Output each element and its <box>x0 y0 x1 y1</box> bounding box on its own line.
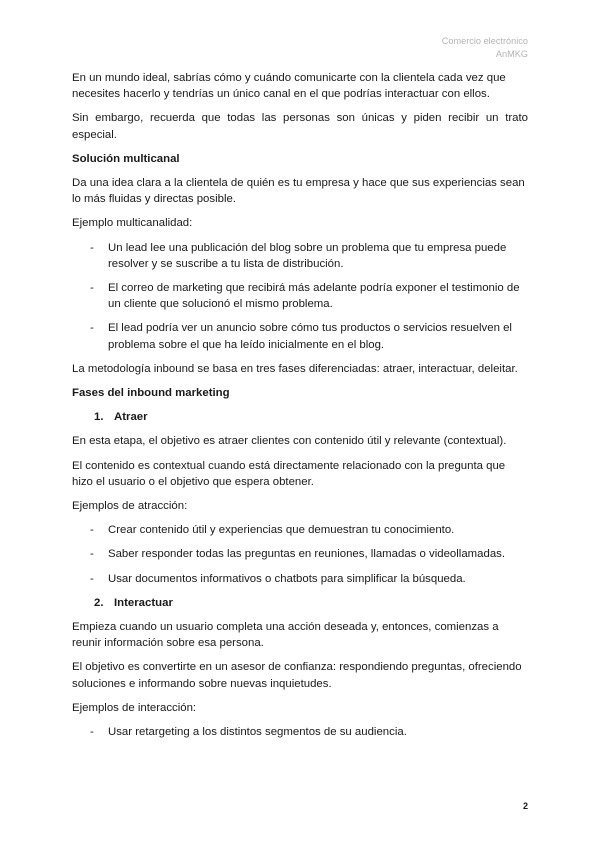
running-header <box>442 35 528 60</box>
list-atraccion-examples <box>72 522 528 587</box>
phase-heading-atraer <box>72 409 528 425</box>
paragraph-inbound-phases: La metodología inbound se basa en tres fases diferenciadas: atraer, interactuar, deleitar. <box>72 362 518 375</box>
header-code: AnMKG <box>495 48 528 59</box>
phase-heading-interactuar <box>72 595 528 611</box>
paragraph-ideal-world: En un mundo ideal, sabrías cómo y cuándo comunicarte con la clientela cada vez que necesites hacerlo y tendrías un único canal en el que podrías interactuar con ellos. <box>72 72 506 101</box>
paragraph-multicanal-desc: Da una idea clara a la clientela de quién es tu empresa y hace que sus experiencias sean lo más fluidas y directas posible. <box>72 177 525 206</box>
list-interaccion-examples <box>72 724 528 740</box>
paragraph-interaccion-label: Ejemplos de interacción: <box>72 701 197 714</box>
list-item: - Un lead lee una publicación del blog sobre un problema que tu empresa puede resolver y se suscribe a tu lista de distribución. <box>108 240 528 272</box>
phase-title: Atraer <box>114 411 148 424</box>
header-course: Comercio electrónico <box>441 36 528 46</box>
page-number: 2 <box>522 801 528 811</box>
list-item: - El lead podría ver un anuncio sobre cómo tus productos o servicios resuelven el problema sobre el que ha leído inicialmente en el blog. <box>108 320 528 352</box>
list-item: - Usar retargeting a los distintos segmentos de su audiencia. <box>108 724 528 740</box>
paragraph-multicanal-example-label: Ejemplo multicanalidad: <box>72 217 193 230</box>
page-body <box>72 70 528 748</box>
heading-multicanal: Solución multicanal <box>72 152 180 165</box>
list-item: - Crear contenido útil y experiencias que demuestran tu conocimiento. <box>108 522 528 538</box>
phase-title: Interactuar <box>114 596 173 609</box>
phase-number: 1. <box>94 411 104 424</box>
list-item: - Usar documentos informativos o chatbots para simplificar la búsqueda. <box>108 571 528 587</box>
paragraph-asesor: El objetivo es convertirte en un asesor de confianza: respondiendo preguntas, ofreciendo soluciones e informando sobre nuevas inquietudes. <box>72 661 522 690</box>
list-multicanal-examples <box>72 240 528 353</box>
phase-number: 2. <box>94 596 104 609</box>
paragraph-contextual: El contenido es contextual cuando está directamente relacionado con la pregunta que hizo el usuario o el objetivo que espera obtener. <box>72 459 506 488</box>
heading-fases: Fases del inbound marketing <box>72 387 230 400</box>
paragraph-atraccion-label: Ejemplos de atracción: <box>72 500 188 513</box>
paragraph-interactuar-start: Empieza cuando un usuario completa una acción deseada y, entonces, comienzas a reunir información sobre esa persona. <box>72 621 499 650</box>
paragraph-unique-people: Sin embargo, recuerda que todas las personas son únicas y piden recibir un trato especial. <box>72 112 528 141</box>
paragraph-atraer-goal: En esta etapa, el objetivo es atraer clientes con contenido útil y relevante (contextual). <box>72 435 507 448</box>
list-item: - Saber responder todas las preguntas en reuniones, llamadas o videollamadas. <box>108 546 528 562</box>
list-item: - El correo de marketing que recibirá más adelante podría exponer el testimonio de un cliente que solucionó el mismo problema. <box>108 280 528 312</box>
